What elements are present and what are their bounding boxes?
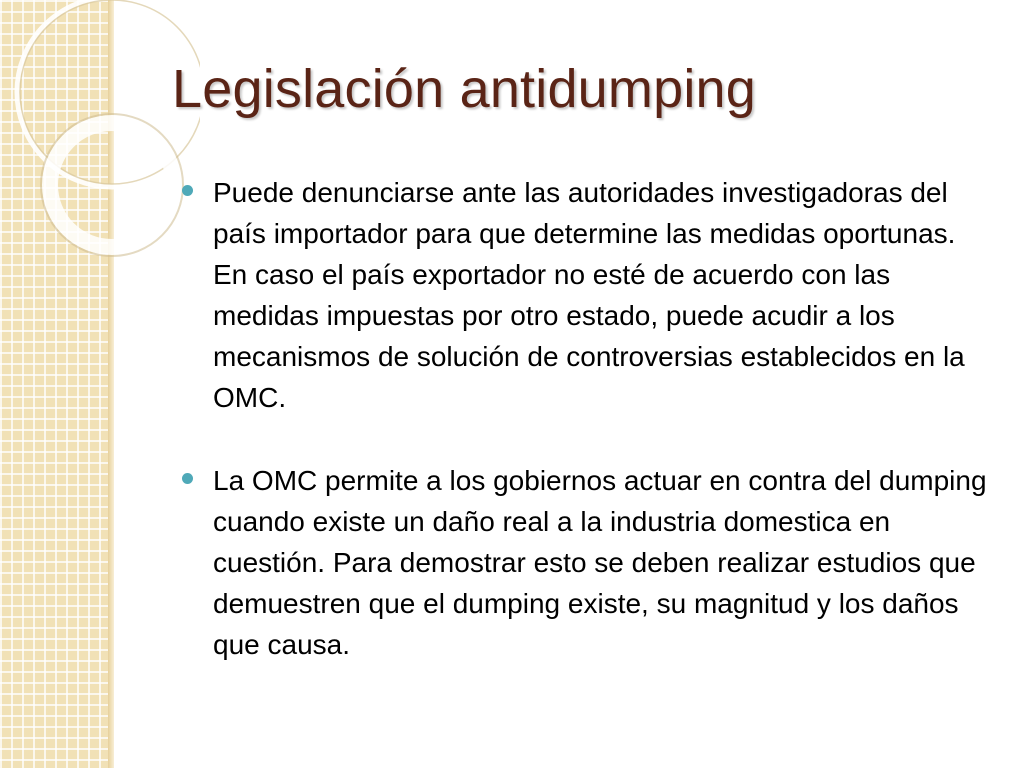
- decorative-circles: [0, 0, 200, 320]
- bullet-text: Puede denunciarse ante las autoridades investigadoras del país importador para que determine las medidas oportunas. En caso el país exportador no esté de acuerdo con las medidas impuestas por otro estado, puede acudir a los mecanismos de solución de controversias establecidos en la OMC.: [213, 177, 973, 413]
- slide-title: Legislación antidumping: [172, 59, 756, 119]
- bullet-item: [182, 460, 995, 665]
- bullet-dot-icon: [182, 185, 193, 196]
- bullet-item: [182, 172, 990, 418]
- bullet-text: La OMC permite a los gobiernos actuar en contra del dumping cuando existe un daño real a la industria domestica en cuestión. Para demostrar esto se deben realizar estudios que demuestren que el dumping existe, su magnitud y los daños que causa.: [213, 465, 995, 660]
- bullet-list: [182, 172, 995, 665]
- bullet-dot-icon: [182, 473, 193, 484]
